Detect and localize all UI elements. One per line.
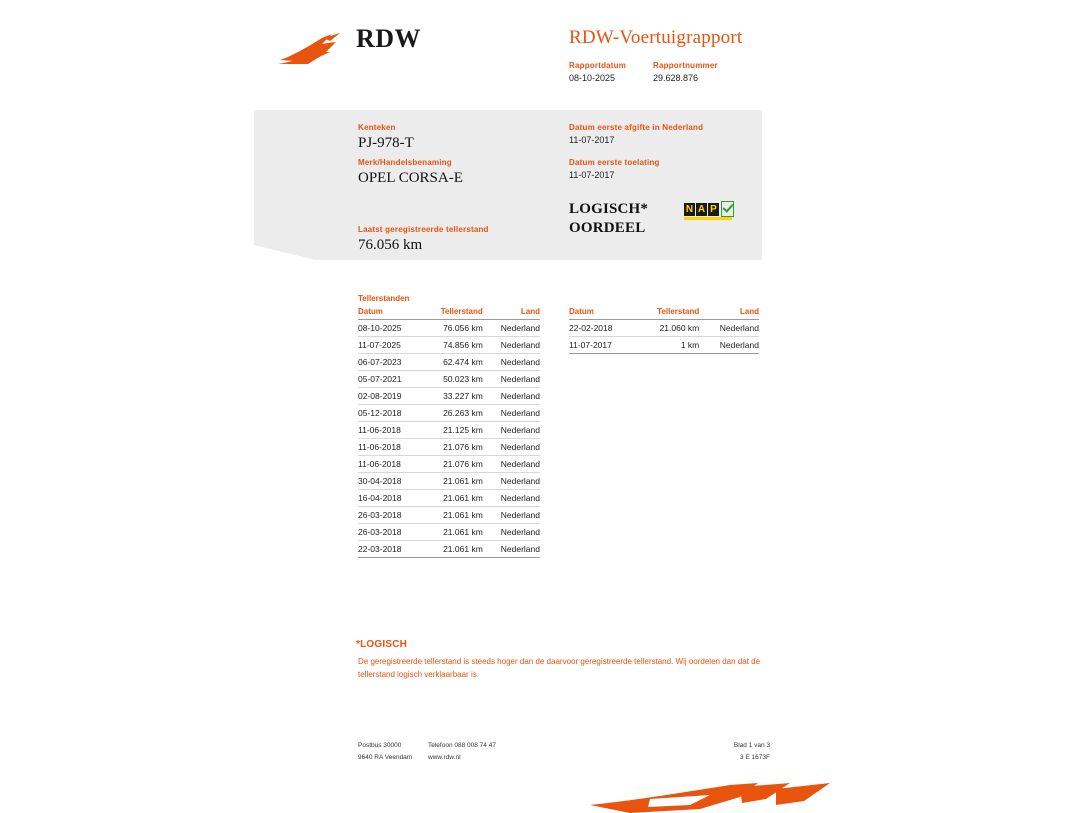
table-row [358, 337, 540, 354]
rdw-footer-swoosh-icon [590, 783, 840, 813]
cell-datum: 06-07-2023 [358, 354, 421, 371]
last-odometer-value: 76.056 km [358, 237, 423, 253]
table-row [358, 490, 540, 507]
nap-letter-p: P [708, 203, 719, 216]
cell-datum: 26-03-2018 [358, 507, 421, 524]
cell-tellerstand: 62.474 km [421, 354, 482, 371]
first-issue-value: 11-07-2017 [569, 135, 615, 145]
table-row [358, 541, 540, 558]
odometer-section-title: Tellerstanden [358, 294, 410, 303]
table-header-row [569, 307, 759, 320]
table-row [358, 524, 540, 541]
cell-land: Nederland [483, 439, 540, 456]
table-row [358, 473, 540, 490]
cell-datum: 22-02-2018 [569, 320, 635, 337]
col-land: Land [699, 307, 759, 320]
cell-datum: 08-10-2025 [358, 320, 421, 337]
col-datum: Datum [358, 307, 421, 320]
cell-datum: 11-06-2018 [358, 422, 421, 439]
cell-datum: 11-06-2018 [358, 456, 421, 473]
last-odometer-field [358, 225, 489, 254]
col-datum: Datum [569, 307, 635, 320]
table-row [358, 456, 540, 473]
table-row [569, 337, 759, 354]
cell-datum: 11-07-2017 [569, 337, 635, 354]
footer-website[interactable]: www.rdw.nl [428, 754, 461, 761]
odometer-table-right [569, 307, 759, 354]
cell-tellerstand: 21.061 km [421, 524, 482, 541]
cell-datum: 30-04-2018 [358, 473, 421, 490]
cell-land: Nederland [483, 371, 540, 388]
cell-land: Nederland [483, 337, 540, 354]
table-row [358, 405, 540, 422]
table-row [358, 422, 540, 439]
cell-tellerstand: 50.023 km [421, 371, 482, 388]
report-meta [569, 61, 719, 83]
merk-field [358, 158, 463, 187]
cell-tellerstand: 21.061 km [421, 541, 482, 558]
nap-underline [684, 217, 732, 220]
cell-datum: 16-04-2018 [358, 490, 421, 507]
verdict-line-1: LOGISCH* [569, 201, 649, 217]
cell-land: Nederland [483, 405, 540, 422]
report-date-label: Rapportdatum [569, 61, 627, 70]
document-header [0, 0, 1080, 110]
merk-value: OPEL CORSA-E [358, 170, 463, 186]
last-odometer-label: Laatst geregistreerde tellerstand [358, 225, 489, 234]
cell-land: Nederland [483, 507, 540, 524]
report-number-block [653, 61, 719, 83]
page-title: RDW-Voertuigrapport [569, 27, 743, 48]
cell-tellerstand: 21.060 km [635, 320, 699, 337]
first-admission-value: 11-07-2017 [569, 170, 615, 180]
cell-tellerstand: 26.263 km [421, 405, 482, 422]
cell-datum: 26-03-2018 [358, 524, 421, 541]
cell-land: Nederland [483, 524, 540, 541]
cell-datum: 02-08-2019 [358, 388, 421, 405]
kenteken-field [358, 123, 414, 152]
footer-page-number: Blad 1 van 3 [733, 742, 770, 749]
cell-land: Nederland [699, 320, 759, 337]
footnote-body: De geregistreerde tellerstand is steeds hoger dan de daarvoor geregistreerde tellerstand. Wij oordelen dan dat de tellerstand logisch verklaarbaar is. [358, 657, 761, 679]
table-header-row [358, 307, 540, 320]
cell-tellerstand: 21.076 km [421, 456, 482, 473]
cell-datum: 22-03-2018 [358, 541, 421, 558]
col-land: Land [483, 307, 540, 320]
cell-tellerstand: 74.856 km [421, 337, 482, 354]
cell-tellerstand: 76.056 km [421, 320, 482, 337]
cell-land: Nederland [483, 490, 540, 507]
footer-pagination [728, 740, 770, 764]
table-row [569, 320, 759, 337]
cell-land: Nederland [483, 354, 540, 371]
table-row [358, 354, 540, 371]
cell-land: Nederland [483, 456, 540, 473]
col-tellerstand: Tellerstand [635, 307, 699, 320]
kenteken-label: Kenteken [358, 123, 396, 132]
kenteken-value: PJ-978-T [358, 135, 414, 151]
table-row [358, 320, 540, 337]
cell-land: Nederland [483, 473, 540, 490]
first-issue-label: Datum eerste afgifte in Nederland [569, 123, 704, 132]
cell-tellerstand: 21.061 km [421, 490, 482, 507]
table-row [358, 507, 540, 524]
report-date-block [569, 61, 635, 83]
footer-contact [428, 740, 496, 764]
footer-address-line-2: 9640 RA Veendam [358, 754, 413, 761]
cell-tellerstand: 21.061 km [421, 473, 482, 490]
odometer-table-left [358, 307, 540, 558]
footnote-title: *LOGISCH [356, 639, 408, 650]
cell-tellerstand: 21.125 km [421, 422, 482, 439]
table-row [358, 371, 540, 388]
cell-land: Nederland [483, 320, 540, 337]
green-check-icon [721, 201, 734, 217]
footer-form-code: 3 E 1673F [740, 754, 770, 761]
footer-address-line-1: Postbus 30000 [358, 742, 402, 749]
cell-land: Nederland [483, 388, 540, 405]
merk-label: Merk/Handelsbenaming [358, 158, 452, 167]
first-issue-field [569, 123, 703, 145]
cell-tellerstand: 33.227 km [421, 388, 482, 405]
first-admission-field [569, 158, 660, 180]
cell-datum: 05-07-2021 [358, 371, 421, 388]
nap-letter-n: N [685, 203, 694, 215]
cell-tellerstand: 21.076 km [421, 439, 482, 456]
first-admission-label: Datum eerste toelating [569, 158, 660, 167]
col-tellerstand: Tellerstand [421, 307, 482, 320]
cell-tellerstand: 1 km [635, 337, 699, 354]
cell-tellerstand: 21.061 km [421, 507, 482, 524]
cell-land: Nederland [483, 541, 540, 558]
report-date-value: 08-10-2025 [569, 73, 616, 83]
footer-phone: Telefoon 088 008 74 47 [428, 742, 496, 749]
cell-land: Nederland [699, 337, 759, 354]
cell-land: Nederland [483, 422, 540, 439]
verdict-block [569, 200, 648, 238]
footer-address [358, 740, 412, 764]
cell-datum: 05-12-2018 [358, 405, 421, 422]
report-number-label: Rapportnummer [653, 61, 718, 70]
report-number-value: 29.628.876 [653, 73, 699, 83]
verdict-line-2: OORDEEL [569, 220, 646, 236]
cell-datum: 11-07-2025 [358, 337, 421, 354]
cell-datum: 11-06-2018 [358, 439, 421, 456]
nap-letter-a: A [697, 203, 706, 215]
table-row [358, 388, 540, 405]
rdw-wordmark: RDW [356, 24, 422, 53]
rdw-swoosh-icon [278, 30, 348, 68]
table-row [358, 439, 540, 456]
